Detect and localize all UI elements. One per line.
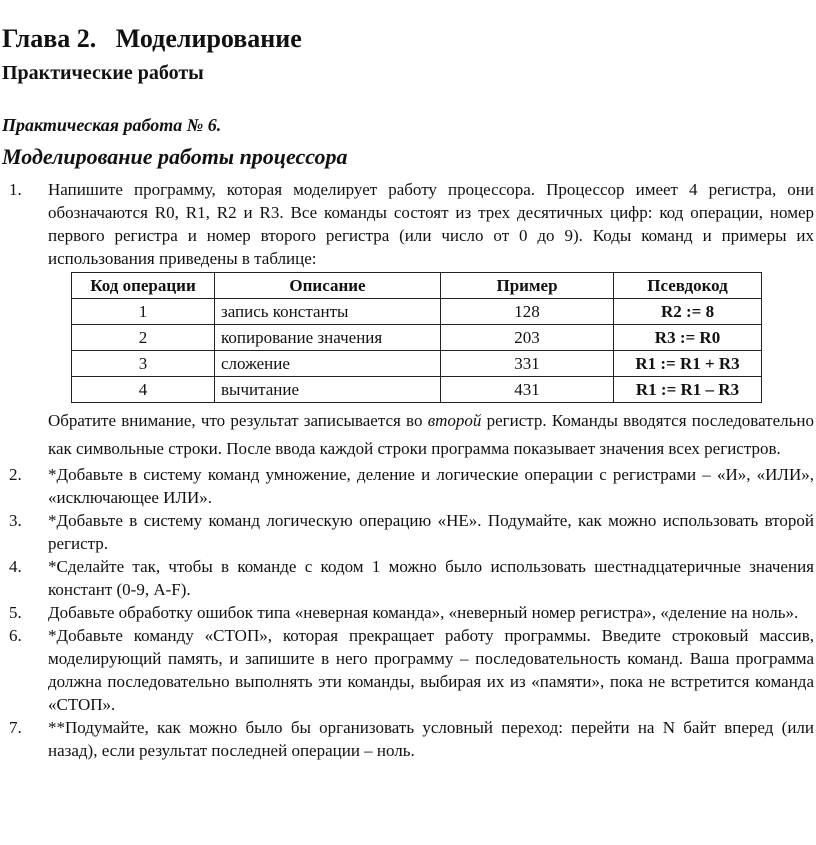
work-number-heading: Практическая работа № 6. xyxy=(2,115,222,135)
note-text-start: Обратите внимание, что результат записывается во xyxy=(48,411,428,430)
task-item-6 xyxy=(0,624,816,716)
task-item-3 xyxy=(0,509,816,555)
task-number: 5. xyxy=(9,603,22,622)
task-list xyxy=(0,178,816,762)
chapter-heading: Глава 2. Моделирование xyxy=(2,24,302,53)
section-heading: Практические работы xyxy=(2,62,204,84)
table-row xyxy=(72,377,762,403)
column-header-description: Описание xyxy=(215,273,441,299)
cell-example: 203 xyxy=(441,325,614,351)
column-header-pseudocode: Псевдокод xyxy=(614,273,762,299)
cell-opcode: 2 xyxy=(72,325,215,351)
task-number: 3. xyxy=(9,511,22,530)
task-text: *Добавьте команду «СТОП», которая прекращает работу программы. Введите строковый массив, моделирующий память, и запишите в него программу – последовательность команд. Ваша программа должна последовательно выполнять эти команды, выбирая их из «памяти», пока не встретится команда «СТОП». xyxy=(48,626,814,714)
cell-example: 331 xyxy=(441,351,614,377)
task-text: *Сделайте так, чтобы в команде с кодом 1 можно было использовать шестнадцатеричные значения констант (0-9, A-F). xyxy=(48,557,814,599)
task-note xyxy=(48,407,814,463)
cell-pseudocode: R1 := R1 – R3 xyxy=(614,377,762,403)
task-item-4 xyxy=(0,555,816,601)
column-header-example: Пример xyxy=(441,273,614,299)
cell-example: 431 xyxy=(441,377,614,403)
task-number: 6. xyxy=(9,626,22,645)
cell-description: запись константы xyxy=(215,299,441,325)
work-title-heading: Моделирование работы процессора xyxy=(2,144,348,169)
cell-description: копирование значения xyxy=(215,325,441,351)
cell-description: сложение xyxy=(215,351,441,377)
command-table xyxy=(71,272,762,403)
task-text: *Добавьте в систему команд логическую операцию «НЕ». Подумайте, как можно использовать второй регистр. xyxy=(48,511,814,553)
task-number: 4. xyxy=(9,557,22,576)
note-emphasis: второй xyxy=(427,411,482,430)
task-text: Добавьте обработку ошибок типа «неверная команда», «неверный номер регистра», «деление на ноль». xyxy=(48,603,799,622)
table-row xyxy=(72,351,762,377)
cell-opcode: 1 xyxy=(72,299,215,325)
task-text: Напишите программу, которая моделирует работу процессора. Процессор имеет 4 регистра, они обозначаются R0, R1, R2 и R3. Все команды состоят из трех десятичных цифр: код операции, номер первого регистра и номер второго регистра (или число от 0 до 9). Коды команд и примеры их использования приведены в таблице: xyxy=(48,180,814,268)
task-item-2 xyxy=(0,463,816,509)
task-item-5 xyxy=(0,601,816,624)
cell-pseudocode: R1 := R1 + R3 xyxy=(614,351,762,377)
task-text: *Добавьте в систему команд умножение, деление и логические операции с регистрами – «И», «ИЛИ», «исключающее ИЛИ». xyxy=(48,465,814,507)
note-text-end: регистр. Команды вводятся последовательно как символьные строки. После ввода каждой строки программа показывает значения всех регистров. xyxy=(48,411,814,458)
cell-pseudocode: R3 := R0 xyxy=(614,325,762,351)
task-item-1 xyxy=(0,178,816,463)
cell-opcode: 3 xyxy=(72,351,215,377)
cell-example: 128 xyxy=(441,299,614,325)
task-number: 2. xyxy=(9,465,22,484)
cell-opcode: 4 xyxy=(72,377,215,403)
column-header-opcode: Код операции xyxy=(72,273,215,299)
task-item-7 xyxy=(0,716,816,762)
cell-description: вычитание xyxy=(215,377,441,403)
table-row xyxy=(72,299,762,325)
task-number: 7. xyxy=(9,718,22,737)
cell-pseudocode: R2 := 8 xyxy=(614,299,762,325)
task-text: **Подумайте, как можно было бы организовать условный переход: перейти на N байт вперед (или назад), если результат последней операции – ноль. xyxy=(48,718,814,760)
table-header-row xyxy=(72,273,762,299)
task-number: 1. xyxy=(9,180,22,199)
table-row xyxy=(72,325,762,351)
